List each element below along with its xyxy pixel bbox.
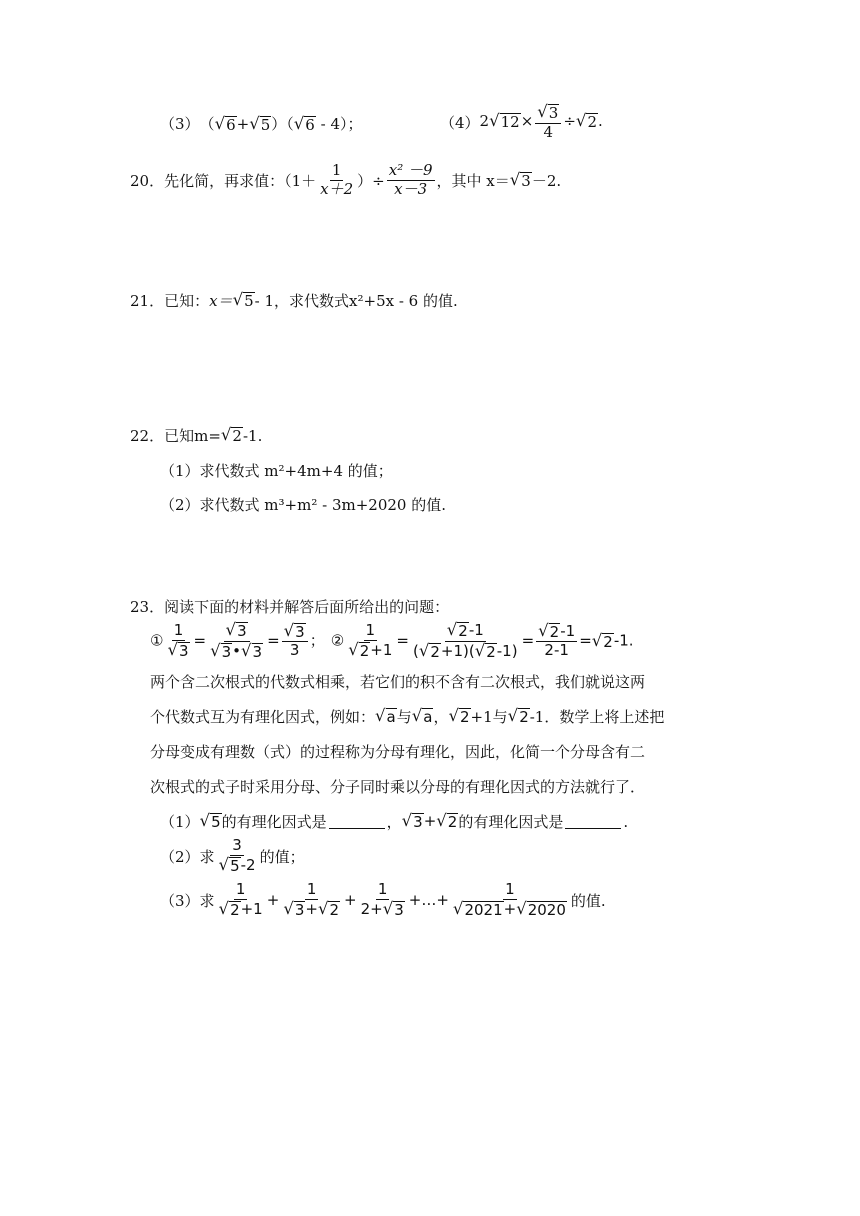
q19-part4-label: （4） xyxy=(440,113,480,132)
q21-number: 21． xyxy=(130,292,165,310)
q23-part3 xyxy=(160,882,606,918)
q23-part1-sep: ， xyxy=(386,813,402,831)
q20-sqrt3: √ 3 xyxy=(509,169,531,190)
q23-para3 xyxy=(150,741,645,762)
q20-text-mid: ）÷ xyxy=(357,171,385,190)
q23-para2-mid3: +1与 xyxy=(470,708,508,726)
q20-frac1-num: 1 xyxy=(331,161,342,179)
q21-after-sqrt: - 1，求代数式 xyxy=(254,292,350,310)
q23-part1-label: （1） xyxy=(160,813,200,831)
q23-para2-mid2: ， xyxy=(433,708,449,726)
q19-part3-expr: （ √ 6 + √ 5 ）（ √ 6 - 4）； xyxy=(199,114,363,134)
q20-text-after1: ，其中 x＝ xyxy=(436,171,510,190)
q22-stem-before: 已知m= xyxy=(164,427,221,445)
q22-part1 xyxy=(160,460,393,481)
q23-para2-before: 个代数式互为有理化因式，例如： xyxy=(150,708,376,726)
q20-frac2-num: x² －9 xyxy=(388,161,433,179)
q23-part1-sqrt5: √ 5 xyxy=(199,810,221,831)
q23-sqrt-a2: √ a xyxy=(411,705,433,726)
q23-part1-mid2: 的有理化因式是 xyxy=(458,813,564,831)
q20-number: 20． xyxy=(130,171,165,190)
q22-part2 xyxy=(160,494,446,515)
q19-part4 xyxy=(440,104,603,140)
q20 xyxy=(130,163,561,198)
q22-stem xyxy=(130,425,262,446)
q23-part3-after: 的值. xyxy=(570,891,606,910)
q23-sqrt-2a: √ 2 xyxy=(448,705,470,726)
q23-part1-mid: 的有理化因式是 xyxy=(221,813,327,831)
q23-part1-expr2: √ 3 + √ 2 xyxy=(401,811,458,832)
q23-stem-text: 阅读下面的材料并解答后面所给出的问题： xyxy=(164,598,450,616)
q23-part2-label: （2）求 xyxy=(160,847,215,866)
q21-text-before: 已知： xyxy=(164,292,210,310)
q19-part4-expr: 2 √ 12 × √ 3 4 ÷ √ 2 . xyxy=(479,102,603,141)
q23-part3-series: 1 √ 2 +1 + 1 √ 3 + √ 2 + 1 2+ √ 3 +…+ 1 √ 2021 + √ 2020 xyxy=(218,880,566,919)
q19-part3-label: （3） xyxy=(160,115,200,133)
q23-para4-text: 次根式的式子时采用分母、分子同时乘以分母的有理化因式的方法就行了． xyxy=(150,778,646,796)
q23-part2 xyxy=(160,838,305,874)
q22-part1-text: （1）求代数式 m²+4m+4 的值； xyxy=(160,462,393,480)
q20-frac2-den: x－3 xyxy=(394,179,428,198)
q23-para3-text: 分母变成有理数（式）的过程称为分母有理化，因此，化简一个分母含有二 xyxy=(150,743,646,761)
q23-sqrt-a1: √ a xyxy=(375,705,396,726)
q23-part2-frac: 3 √ 5 -2 xyxy=(218,836,256,875)
q20-frac2 xyxy=(387,163,435,198)
q23-part2-after: 的值； xyxy=(259,847,305,866)
q20-frac1 xyxy=(318,163,355,198)
q19-part3 xyxy=(160,113,363,134)
q23-example-row xyxy=(150,622,634,660)
q23-example1: ① 1 √ 3 = √ 3 √ 3 • √ 3 = √ 3 3 ； xyxy=(150,620,325,661)
q20-text-after2: －2. xyxy=(531,171,562,190)
q23-part1-blank2[interactable] xyxy=(565,814,621,829)
q21-sqrt5: √ 5 xyxy=(232,289,254,310)
q23-part3-label: （3）求 xyxy=(160,891,215,910)
q22-number: 22． xyxy=(130,427,165,445)
q23-stem xyxy=(130,596,449,617)
q23-para2 xyxy=(150,706,664,727)
q21 xyxy=(130,290,458,311)
q23-part1-end: . xyxy=(623,812,629,831)
q23-example2: ② 1 √ 2 +1 = √ 2 -1 ( √ 2 +1)( √ 2 -1) = √ 2 -1 2-1 = √ 2 -1. xyxy=(330,620,634,661)
q21-x-eq: x＝ xyxy=(209,292,233,310)
q20-text-before: 先化简，再求值：（1＋ xyxy=(164,171,317,190)
q22-stem-after: -1. xyxy=(242,426,263,445)
q23-para2-mid1: 与 xyxy=(396,708,412,726)
q23-para1-text: 两个含二次根式的代数式相乘，若它们的积不含有二次根式，我们就说这两 xyxy=(150,673,646,691)
q23-para4 xyxy=(150,776,645,797)
q21-expr: x²+5x - 6 的值. xyxy=(349,292,458,310)
q23-number: 23． xyxy=(130,598,165,616)
q22-sqrt2: √ 2 xyxy=(220,424,242,445)
q22-part2-text: （2）求代数式 m³+m² - 3m+2020 的值. xyxy=(160,496,447,514)
q23-para2-after: -1．数学上将上述把 xyxy=(529,708,665,726)
q20-frac1-den: x＋2 xyxy=(320,179,354,198)
q23-sqrt-2b: √ 2 xyxy=(507,705,529,726)
q23-para1 xyxy=(150,671,645,692)
q23-part1 xyxy=(160,811,628,832)
q23-part1-blank1[interactable] xyxy=(329,814,385,829)
